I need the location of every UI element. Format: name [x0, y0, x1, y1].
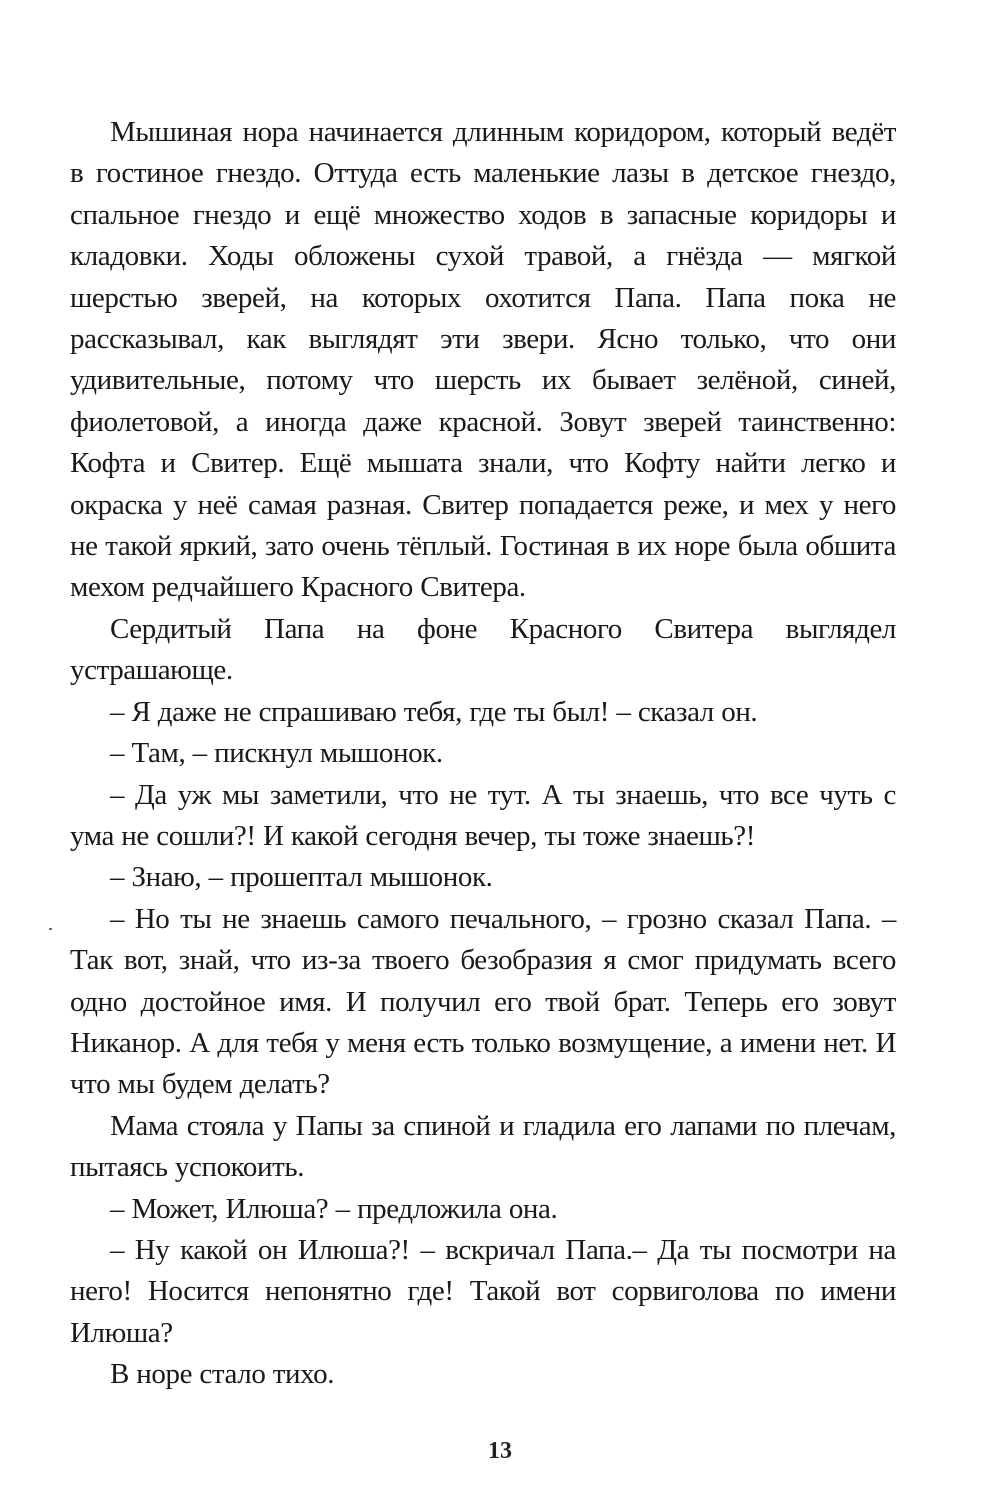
paragraph-silence: В норе стало тихо. — [110, 1358, 335, 1391]
dialogue-line-4: – Знаю, – прошептал мышонок. — [110, 861, 493, 894]
dialogue-line-1: – Я даже не спрашиваю тебя, где ты был! – сказал он. — [110, 695, 758, 728]
dialogue-line-7: – Ну какой он Илюша?! – вскричал Папа.– Да ты посмотри на него! Носится непонятно где! Такой вот сорвиголова по имени Илюша? — [70, 1233, 896, 1349]
dialogue-line-6: – Может, Илюша? – предложила она. — [110, 1192, 558, 1225]
paragraph-angry-papa: Сердитый Папа на фоне Красного Свитера выглядел устрашающе. — [70, 612, 896, 687]
dialogue-line-5: – Но ты не знаешь самого печального, – грозно сказал Папа. – Так вот, знай, что из-за твоего безобразия я смог придумать всего одно достойное имя. И получил его твой брат. Теперь его зовут Никанор. А для тебя у меня есть только возмущение, а имени нет. И что мы будем делать? — [70, 902, 896, 1101]
print-speck — [49, 928, 52, 930]
paragraph-mama: Мама стояла у Папы за спиной и гладила его лапами по плечам, пытаясь успокоить. — [70, 1109, 896, 1184]
body-text — [70, 112, 896, 1396]
dialogue-line-2: – Там, – пискнул мышонок. — [110, 737, 443, 770]
dialogue-line-3: – Да уж мы заметили, что не тут. А ты знаешь, что все чуть с ума не сошли?! И какой сегодня вечер, ты тоже знаешь?! — [70, 778, 896, 852]
paragraph-burrow-description: Мышиная нора начинается длинным коридором, который ведёт в гостиное гнездо. Оттуда есть маленькие лазы в детское гнездо, спальное гнездо и ещё множество ходов в запасные коридоры и кладовки. Ходы обложены сухой травой, а гнёзда — мягкой шерстью зверей, на которых охотится Папа. Папа пока не рассказывал, как выглядят эти звери. Ясно только, что они удивительные, потому что шерсть их бывает зелёной, синей, фиолетовой, а иногда даже красной. Зовут зверей таинственно: Кофта и Свитер. Ещё мышата знали, что Кофту найти легко и окраска у неё самая разная. Свитер попадается реже, и мех у него не такой яркий, зато очень тёплый. Гостиная в их норе была обшита мехом редчайшего Красного Свитера. — [70, 116, 896, 604]
page-number: 13 — [488, 1438, 512, 1464]
